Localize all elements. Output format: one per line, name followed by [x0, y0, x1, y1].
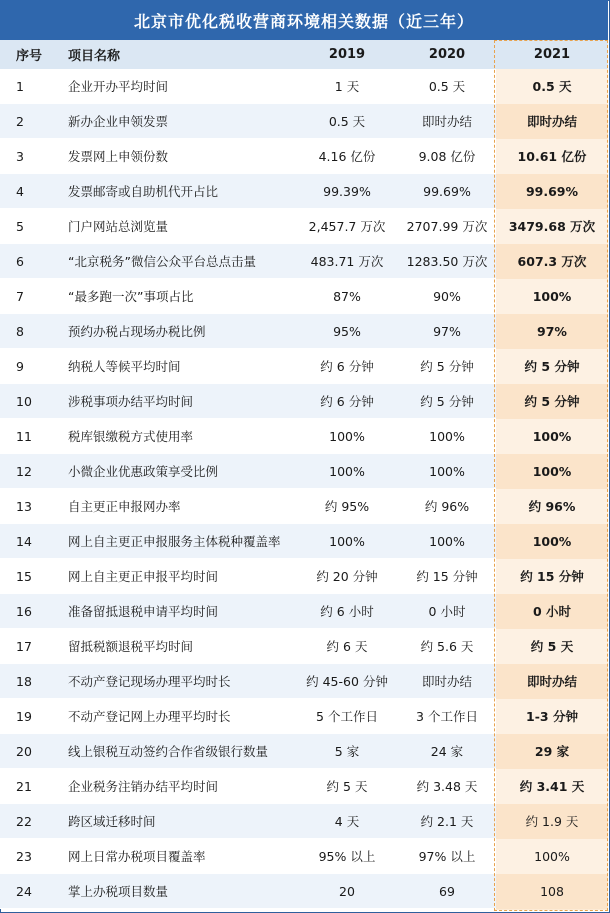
table-body [0, 69, 608, 909]
row-no: 8 [16, 323, 24, 339]
table-title: 北京市优化税收营商环境相关数据（近三年） [0, 0, 608, 40]
row-no: 22 [16, 813, 32, 829]
row-2021: 108 [496, 874, 608, 909]
row-2020: 69 [439, 883, 455, 899]
row-name: 准备留抵退税申请平均时间 [68, 604, 219, 619]
row-2020: 约 5 分钟 [420, 394, 474, 409]
row-2019: 4.16 亿份 [318, 149, 376, 164]
row-no: 14 [16, 533, 32, 549]
row-2019: 约 6 天 [326, 639, 368, 654]
row-2021: 约 1.9 天 [496, 804, 608, 839]
row-2021: 即时办结 [496, 104, 608, 139]
row-name: “北京税务”微信公众平台总点击量 [68, 254, 256, 269]
row-2021: 0.5 天 [496, 69, 608, 104]
row-2019: 95% 以上 [318, 849, 376, 864]
table-header [0, 40, 608, 69]
row-2021: 100% [496, 524, 608, 559]
row-2020: 1283.50 万次 [406, 254, 488, 269]
table-row [0, 174, 608, 209]
row-name: 网上日常办税项目覆盖率 [68, 849, 206, 864]
table-row [0, 104, 608, 139]
row-2020: 即时办结 [421, 674, 472, 689]
row-2019: 20 [339, 883, 355, 899]
row-2021: 99.69% [496, 174, 608, 209]
row-name: “最多跑一次”事项占比 [68, 289, 194, 304]
row-2019: 约 95% [324, 499, 370, 514]
row-no: 4 [16, 183, 24, 199]
row-2021: 100% [496, 279, 608, 314]
row-2019: 约 45-60 分钟 [306, 674, 388, 689]
row-name: 企业开办平均时间 [68, 79, 169, 94]
row-no: 11 [16, 428, 32, 444]
row-name: 发票邮寄或自助机代开占比 [68, 184, 219, 199]
row-2019: 5 家 [334, 744, 360, 759]
row-name: 留抵税额退税平均时间 [68, 639, 194, 654]
row-name: 网上自主更正申报平均时间 [68, 569, 219, 584]
row-2020: 0 小时 [428, 604, 466, 619]
row-2021: 29 家 [496, 734, 608, 769]
row-name: 纳税人等候平均时间 [68, 359, 181, 374]
row-name: 企业税务注销办结平均时间 [68, 779, 219, 794]
table-row [0, 839, 608, 874]
row-2020: 约 3.48 天 [416, 779, 478, 794]
row-no: 19 [16, 708, 32, 724]
row-2020: 97% 以上 [418, 849, 476, 864]
row-2021: 0 小时 [496, 594, 608, 629]
row-2020: 约 2.1 天 [420, 814, 474, 829]
header-2020: 2020 [428, 47, 466, 62]
row-2021: 约 5 分钟 [496, 384, 608, 419]
row-name: 涉税事项办结平均时间 [68, 394, 194, 409]
table-row [0, 699, 608, 734]
table-row [0, 384, 608, 419]
table-row [0, 349, 608, 384]
row-name: 预约办税占现场办税比例 [68, 324, 206, 339]
row-no: 10 [16, 393, 32, 409]
table-row [0, 489, 608, 524]
row-no: 17 [16, 638, 32, 654]
table-row [0, 69, 608, 104]
row-no: 15 [16, 568, 32, 584]
row-2019: 2,457.7 万次 [308, 219, 386, 234]
row-2020: 24 家 [430, 744, 464, 759]
row-2019: 100% [329, 428, 365, 444]
row-name: 小微企业优惠政策享受比例 [68, 464, 219, 479]
row-no: 6 [16, 253, 24, 269]
row-2019: 约 5 天 [326, 779, 368, 794]
row-no: 18 [16, 673, 32, 689]
row-name: 线上银税互动签约合作省级银行数量 [68, 744, 269, 759]
row-no: 20 [16, 743, 32, 759]
table-row [0, 629, 608, 664]
row-2021: 3479.68 万次 [496, 209, 608, 244]
row-name: 发票网上申领份数 [68, 149, 169, 164]
row-no: 23 [16, 848, 32, 864]
row-no: 21 [16, 778, 32, 794]
row-2019: 4 天 [334, 814, 360, 829]
row-no: 7 [16, 288, 24, 304]
row-name: 税库银缴税方式使用率 [68, 429, 194, 444]
row-name: 自主更正申报网办率 [68, 499, 181, 514]
row-2020: 即时办结 [421, 114, 472, 129]
row-no: 2 [16, 113, 24, 129]
row-2020: 2707.99 万次 [406, 219, 488, 234]
row-no: 9 [16, 358, 24, 374]
row-no: 24 [16, 883, 32, 899]
row-no: 5 [16, 218, 24, 234]
row-2021: 约 5 分钟 [496, 349, 608, 384]
row-2020: 约 5 分钟 [420, 359, 474, 374]
row-no: 3 [16, 148, 24, 164]
row-no: 16 [16, 603, 32, 619]
row-2019: 100% [329, 463, 365, 479]
table-row [0, 874, 608, 909]
table-row [0, 314, 608, 349]
table-row [0, 734, 608, 769]
row-2021: 97% [496, 314, 608, 349]
row-2021: 100% [496, 454, 608, 489]
table-row [0, 454, 608, 489]
row-name: 门户网站总浏览量 [68, 219, 169, 234]
table-row [0, 209, 608, 244]
table-row [0, 279, 608, 314]
row-2021: 100% [496, 839, 608, 874]
row-2021: 1-3 分钟 [496, 699, 608, 734]
row-2020: 100% [429, 533, 465, 549]
table-row [0, 664, 608, 699]
row-2019: 约 6 分钟 [320, 359, 374, 374]
table-row [0, 419, 608, 454]
row-2020: 约 15 分钟 [416, 569, 478, 584]
row-2020: 约 5.6 天 [420, 639, 474, 654]
row-2019: 87% [333, 288, 361, 304]
row-no: 12 [16, 463, 32, 479]
row-name: 不动产登记现场办理平均时长 [68, 674, 231, 689]
row-2019: 0.5 天 [328, 114, 366, 129]
row-2020: 99.69% [423, 183, 471, 199]
table-row [0, 804, 608, 839]
row-2019: 5 个工作日 [316, 709, 378, 724]
table-row [0, 524, 608, 559]
row-2019: 约 6 小时 [320, 604, 374, 619]
row-2019: 483.71 万次 [310, 254, 384, 269]
header-name: 项目名称 [68, 49, 121, 64]
row-2021: 约 3.41 天 [496, 769, 608, 804]
row-name: 新办企业申领发票 [68, 114, 169, 129]
row-2021: 约 96% [496, 489, 608, 524]
header-no: 序号 [16, 49, 43, 64]
row-name: 掌上办税项目数量 [68, 884, 169, 899]
header-2019: 2019 [328, 47, 366, 62]
row-2019: 100% [329, 533, 365, 549]
table-row [0, 769, 608, 804]
row-2021: 约 5 天 [496, 629, 608, 664]
row-2021: 约 15 分钟 [496, 559, 608, 594]
table-row [0, 139, 608, 174]
row-name: 不动产登记网上办理平均时长 [68, 709, 231, 724]
row-2020: 97% [433, 323, 461, 339]
row-2021: 607.3 万次 [496, 244, 608, 279]
row-no: 1 [16, 78, 24, 94]
row-2019: 约 6 分钟 [320, 394, 374, 409]
header-2021: 2021 [533, 47, 571, 62]
row-2021: 即时办结 [496, 664, 608, 699]
row-2020: 3 个工作日 [416, 709, 478, 724]
row-name: 跨区域迁移时间 [68, 814, 156, 829]
row-2020: 100% [429, 428, 465, 444]
row-name: 网上自主更正申报服务主体税种覆盖率 [68, 534, 281, 549]
table-row [0, 594, 608, 629]
row-2019: 99.39% [323, 183, 371, 199]
row-2021: 10.61 亿份 [496, 139, 608, 174]
row-2020: 100% [429, 463, 465, 479]
row-2019: 约 20 分钟 [316, 569, 378, 584]
row-2019: 1 天 [334, 79, 360, 94]
row-2020: 0.5 天 [428, 79, 466, 94]
row-no: 13 [16, 498, 32, 514]
row-2020: 90% [433, 288, 461, 304]
row-2020: 约 96% [424, 499, 470, 514]
table-row [0, 559, 608, 594]
row-2019: 95% [333, 323, 361, 339]
row-2021: 100% [496, 419, 608, 454]
table-row [0, 244, 608, 279]
row-2020: 9.08 亿份 [418, 149, 476, 164]
